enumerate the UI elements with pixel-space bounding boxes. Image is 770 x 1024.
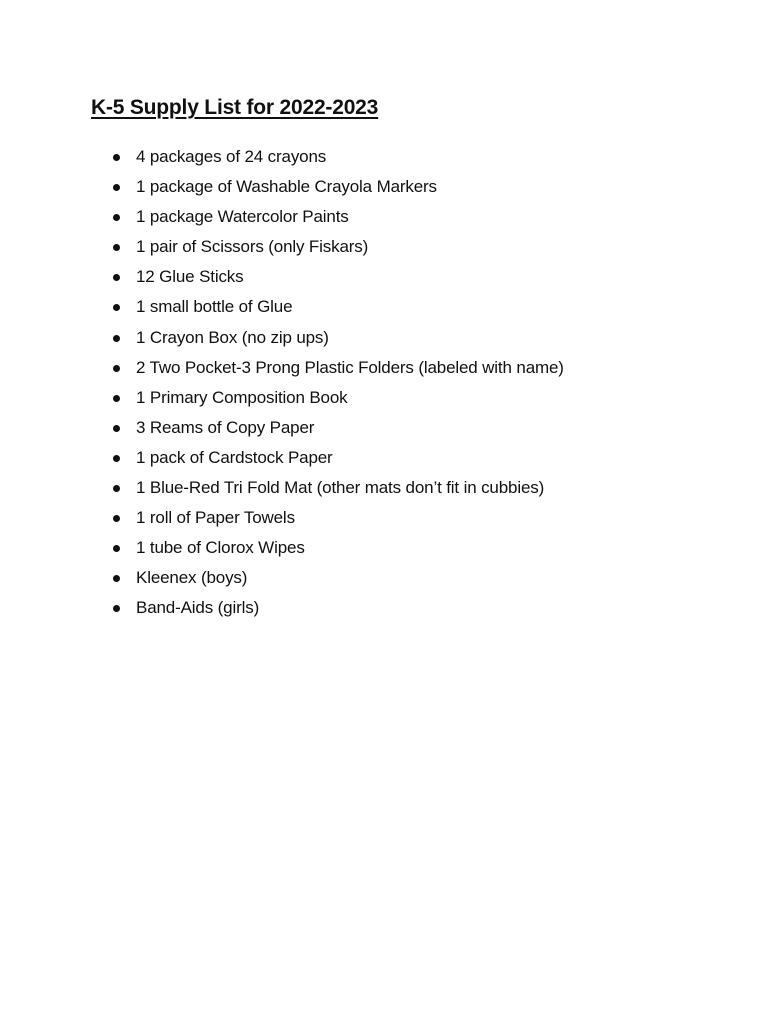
list-item-text: 1 roll of Paper Towels [136, 508, 295, 528]
list-item-text: 1 pair of Scissors (only Fiskars) [136, 237, 369, 257]
list-item-text: 1 package Watercolor Paints [136, 207, 349, 227]
bullet-icon [113, 244, 120, 251]
list-item-text: Kleenex (boys) [136, 568, 248, 588]
list-item-text: 1 Blue-Red Tri Fold Mat (other mats don’t fit in cubbies) [136, 478, 545, 498]
list-item-text: 3 Reams of Copy Paper [136, 417, 315, 437]
bullet-icon [113, 365, 120, 372]
list-item-text: 2 Two Pocket-3 Prong Plastic Folders (labeled with name) [136, 357, 564, 377]
list-item-text: 1 tube of Clorox Wipes [136, 538, 305, 558]
bullet-icon [113, 455, 120, 462]
list-item-text: 1 pack of Cardstock Paper [136, 447, 333, 467]
bullet-icon [113, 395, 120, 402]
bullet-icon [113, 184, 120, 191]
bullet-icon [113, 274, 120, 281]
bullet-icon [113, 214, 120, 221]
bullet-icon [113, 304, 120, 311]
bullet-icon [113, 485, 120, 492]
bullet-icon [113, 425, 120, 432]
bullet-icon [113, 575, 120, 582]
list-item-text: 1 small bottle of Glue [136, 297, 293, 317]
list-item-text: 1 Primary Composition Book [136, 387, 348, 407]
bullet-icon [113, 154, 120, 161]
bullet-icon [113, 335, 120, 342]
page-title: K-5 Supply List for 2022-2023 [91, 96, 379, 119]
bullet-icon [113, 545, 120, 552]
list-item-text: 12 Glue Sticks [136, 267, 244, 287]
list-item-text: 1 Crayon Box (no zip ups) [136, 327, 329, 347]
list-item-text: 1 package of Washable Crayola Markers [136, 177, 437, 197]
list-item-text: 4 packages of 24 crayons [136, 147, 327, 166]
bullet-icon [113, 515, 120, 522]
list-item-text: Band-Aids (girls) [136, 598, 260, 618]
bullet-icon [113, 605, 120, 612]
